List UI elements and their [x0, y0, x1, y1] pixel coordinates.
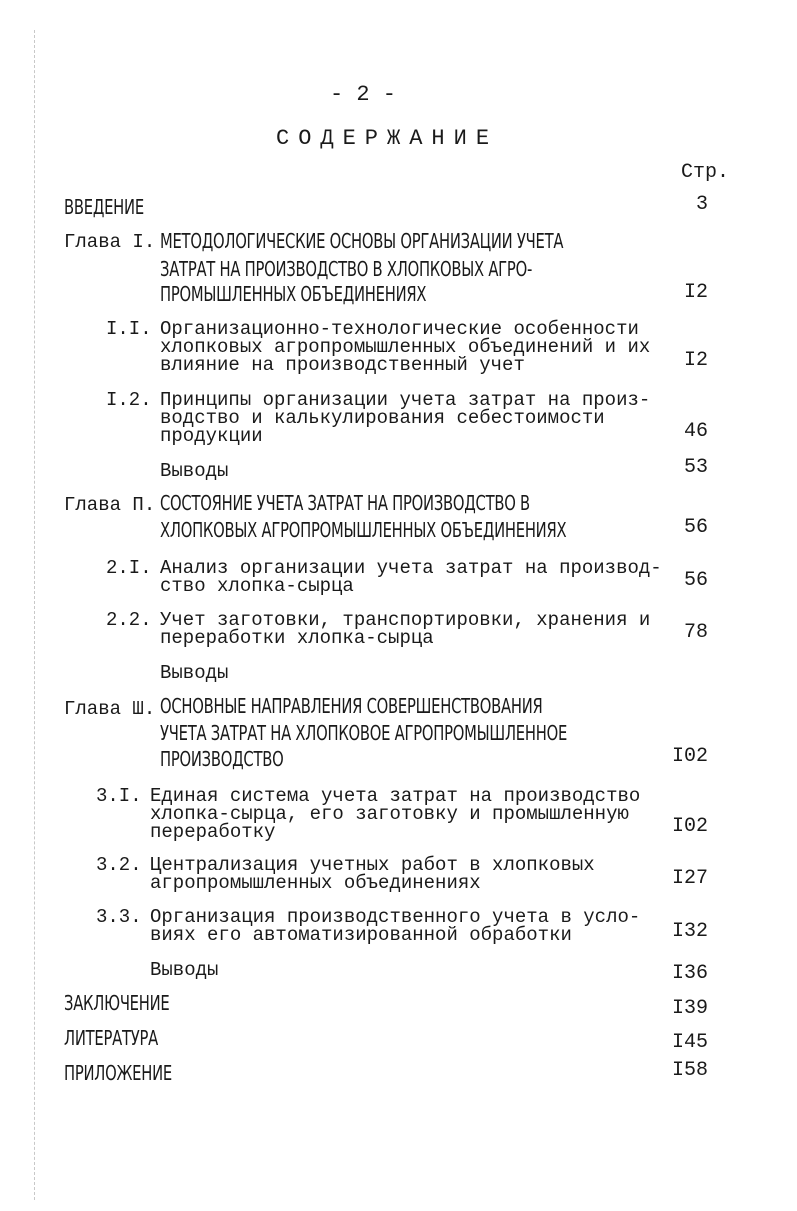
toc-s12-num: I.2.	[106, 389, 152, 411]
toc-ch1-page: I2	[683, 281, 708, 304]
toc-s12-line2: водство и калькулирования себестоимости	[160, 407, 605, 429]
toc-s12-page: 46	[683, 420, 708, 443]
toc-s22-num: 2.2.	[106, 609, 152, 631]
toc-ch2-line2: ХЛОПКОВЫХ АГРОПРОМЫШЛЕННЫХ ОБЪЕДИНЕНИЯХ	[160, 518, 567, 542]
toc-appendix-page: I58	[671, 1059, 708, 1082]
toc-s32-line2: агропромышленных объединениях	[150, 872, 481, 894]
toc-ch3-page: I02	[671, 745, 708, 768]
toc-s33-num: 3.3.	[96, 906, 142, 928]
toc-ch1-prefix: Глава I.	[64, 231, 156, 253]
toc-s12-line3: продукции	[160, 425, 263, 447]
toc-s31-line1: Единая система учета затрат на производство	[150, 785, 641, 807]
toc-s33-page: I32	[671, 920, 708, 943]
toc-intro-page: 3	[695, 193, 708, 216]
toc-c1-page: 53	[683, 456, 708, 479]
page-title: СОДЕРЖАНИЕ	[276, 126, 499, 151]
page-column-header: Стр.	[681, 161, 730, 184]
page-edge-line	[34, 30, 35, 1200]
toc-ch2-prefix: Глава П.	[64, 494, 156, 516]
toc-ch1-line3: ПРОМЫШЛЕННЫХ ОБЪЕДИНЕНИЯХ	[160, 282, 427, 306]
toc-s31-num: 3.I.	[96, 785, 142, 807]
toc-ch3-prefix: Глава Ш.	[64, 698, 156, 720]
toc-s21-line1: Анализ организации учета затрат на производ-	[160, 557, 662, 579]
toc-s31-line2: хлопка-сырца, его заготовку и промышленную	[150, 803, 629, 825]
toc-conclusion-label: ЗАКЛЮЧЕНИЕ	[64, 991, 170, 1015]
toc-appendix-label: ПРИЛОЖЕНИЕ	[64, 1061, 172, 1085]
toc-s33-line1: Организация производственного учета в усло-	[150, 906, 641, 928]
toc-s21-num: 2.I.	[106, 557, 152, 579]
toc-s32-line1: Централизация учетных работ в хлопковых	[150, 854, 595, 876]
toc-s33-line2: виях его автоматизированной обработки	[150, 924, 572, 946]
toc-literature-page: I45	[671, 1031, 708, 1054]
toc-s22-page: 78	[683, 621, 708, 644]
toc-s11-line3: влияние на производственный учет	[160, 354, 525, 376]
toc-s32-num: 3.2.	[96, 854, 142, 876]
toc-c1-label: Выводы	[160, 460, 229, 482]
toc-ch3-line3: ПРОИЗВОДСТВО	[160, 747, 284, 771]
toc-s31-page: I02	[671, 815, 708, 838]
page-number: - 2 -	[330, 82, 397, 107]
toc-s12-line1: Принципы организации учета затрат на произ-	[160, 389, 651, 411]
toc-ch2-line1: СОСТОЯНИЕ УЧЕТА ЗАТРАТ НА ПРОИЗВОДСТВО В	[160, 491, 530, 515]
toc-s11-page: I2	[683, 349, 708, 372]
toc-conclusion-page: I39	[671, 997, 708, 1020]
toc-s11-num: I.I.	[106, 318, 152, 340]
toc-s32-page: I27	[671, 867, 708, 890]
toc-intro-label: ВВЕДЕНИЕ	[64, 195, 144, 219]
toc-ch2-page: 56	[683, 516, 708, 539]
toc-s11-line1: Организационно-технологические особенности	[160, 318, 639, 340]
toc-s11-line2: хлопковых агропромышленных объединений и их	[160, 336, 651, 358]
toc-ch3-line2: УЧЕТА ЗАТРАТ НА ХЛОПКОВОЕ АГРОПРОМЫШЛЕННОЕ	[160, 721, 568, 745]
toc-s21-page: 56	[683, 569, 708, 592]
toc-s31-line3: переработку	[150, 821, 276, 843]
toc-c3-page: I36	[671, 962, 708, 985]
toc-literature-label: ЛИТЕРАТУРА	[64, 1026, 158, 1050]
toc-c3-label: Выводы	[150, 959, 219, 981]
toc-c2-label: Выводы	[160, 662, 229, 684]
toc-ch1-line1: МЕТОДОЛОГИЧЕСКИЕ ОСНОВЫ ОРГАНИЗАЦИИ УЧЕТА	[160, 229, 564, 253]
toc-s21-line2: ство хлопка-сырца	[160, 575, 354, 597]
toc-s22-line2: переработки хлопка-сырца	[160, 627, 434, 649]
toc-ch1-line2: ЗАТРАТ НА ПРОИЗВОДСТВО В ХЛОПКОВЫХ АГРО-	[160, 257, 533, 281]
toc-s22-line1: Учет заготовки, транспортировки, хранения и	[160, 609, 651, 631]
toc-ch3-line1: ОСНОВНЫЕ НАПРАВЛЕНИЯ СОВЕРШЕНСТВОВАНИЯ	[160, 694, 543, 718]
